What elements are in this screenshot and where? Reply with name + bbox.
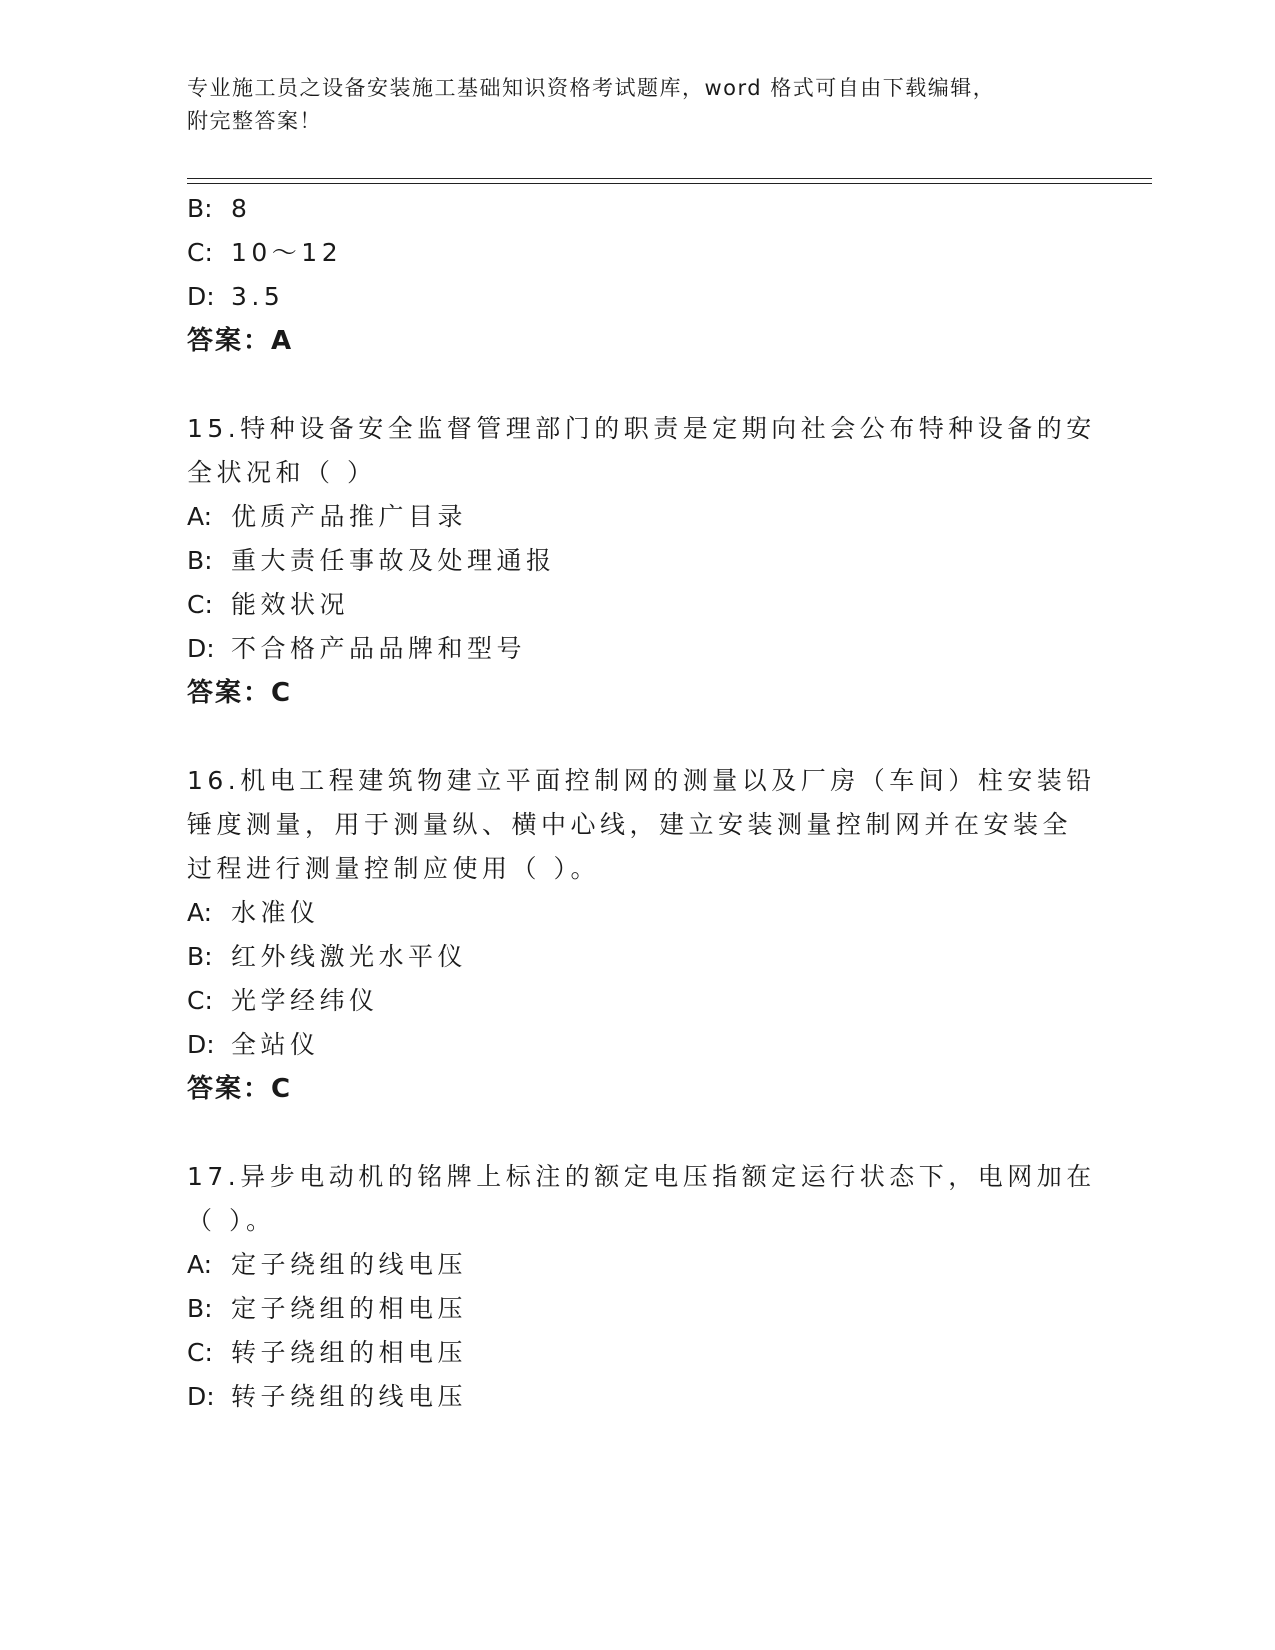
header-line-1: 专业施工员之设备安装施工基础知识资格考试题库，word 格式可自由下载编辑，	[187, 76, 996, 100]
option-label: C:	[187, 590, 213, 619]
q15-option-c	[187, 588, 349, 622]
option-label: A:	[187, 898, 213, 927]
q16-option-d	[187, 1028, 320, 1062]
option-label: B:	[187, 1294, 213, 1323]
option-label: C:	[187, 986, 213, 1015]
option-text: 红外线激光水平仪	[231, 942, 468, 971]
q15-option-a	[187, 500, 467, 534]
option-label: B:	[187, 194, 213, 223]
q17-option-b	[187, 1292, 467, 1326]
q14-option-c	[187, 236, 342, 270]
q15-stem-line-2: 全状况和（ ）	[187, 458, 377, 487]
option-text: 转子绕组的线电压	[231, 1382, 468, 1411]
option-label: C:	[187, 238, 213, 267]
option-text: 定子绕组的线电压	[231, 1250, 468, 1279]
option-label: D:	[187, 1382, 215, 1411]
option-text: 水准仪	[231, 898, 320, 927]
q16-option-a	[187, 896, 320, 930]
option-text: 能效状况	[231, 590, 350, 619]
q15-stem-line-1: 15.特种设备安全监督管理部门的职责是定期向社会公布特种设备的安	[187, 414, 1096, 443]
q17-option-a	[187, 1248, 467, 1282]
q16-option-b	[187, 940, 467, 974]
q14-option-b	[187, 192, 251, 226]
q17-stem-line-2: （ ）。	[187, 1206, 276, 1235]
option-label: D:	[187, 1030, 215, 1059]
option-text: 8	[231, 194, 252, 223]
q16-stem-line-2: 锤度测量，用于测量纵、横中心线，建立安装测量控制网并在安装全	[187, 810, 1073, 839]
q17-option-d	[187, 1380, 467, 1414]
q14-option-d	[187, 280, 284, 314]
option-text: 转子绕组的相电压	[231, 1338, 468, 1367]
q16-stem-line-1: 16.机电工程建筑物建立平面控制网的测量以及厂房（车间）柱安装铅	[187, 766, 1096, 795]
option-label: D:	[187, 634, 215, 663]
option-label: A:	[187, 1250, 213, 1279]
q16-answer: 答案：C	[187, 1074, 293, 1104]
option-label: D:	[187, 282, 215, 311]
option-text: 光学经纬仪	[231, 986, 379, 1015]
option-text: 10～12	[231, 238, 343, 267]
q15-option-b	[187, 544, 556, 578]
option-text: 定子绕组的相电压	[231, 1294, 468, 1323]
q15-answer: 答案：C	[187, 678, 293, 708]
option-text: 3.5	[231, 282, 285, 311]
q16-option-c	[187, 984, 379, 1018]
option-text: 全站仪	[231, 1030, 320, 1059]
option-text: 不合格产品品牌和型号	[231, 634, 527, 663]
q17-option-c	[187, 1336, 467, 1370]
header-divider-top	[187, 178, 1152, 179]
option-label: B:	[187, 942, 213, 971]
q15-option-d	[187, 632, 526, 666]
q16-stem-line-3: 过程进行测量控制应使用（ ）。	[187, 854, 600, 883]
header-divider-bottom	[187, 183, 1152, 184]
header-line-2: 附完整答案！	[187, 109, 322, 133]
q14-answer: 答案：A	[187, 326, 294, 356]
q17-stem-line-1: 17.异步电动机的铭牌上标注的额定电压指额定运行状态下，电网加在	[187, 1162, 1096, 1191]
option-text: 优质产品推广目录	[231, 502, 468, 531]
option-label: A:	[187, 502, 213, 531]
option-label: C:	[187, 1338, 213, 1367]
option-label: B:	[187, 546, 213, 575]
option-text: 重大责任事故及处理通报	[231, 546, 556, 575]
document-header	[187, 72, 1067, 138]
